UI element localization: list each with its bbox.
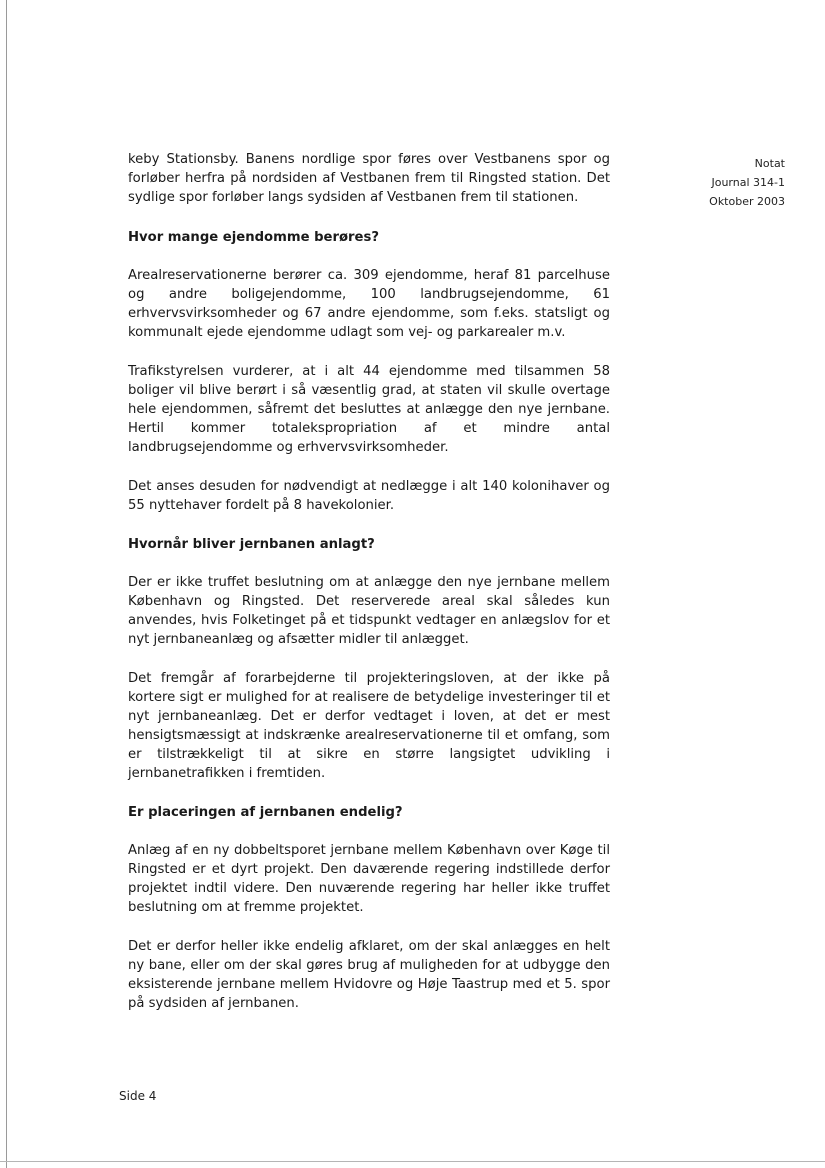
section-heading-construction-timing: Hvornår bliver jernbanen anlagt?	[128, 537, 375, 552]
document-body	[128, 150, 610, 1033]
scan-edge-left	[6, 0, 7, 1168]
paragraph-allotments: Det anses desuden for nødvendigt at nedlægge i alt 140 kolonihaver og 55 nyttehaver fordelt på 8 havekolonier.	[128, 479, 610, 513]
page-number: Side 4	[119, 1089, 157, 1103]
paragraph-expropriation: Trafikstyrelsen vurderer, at i alt 44 ejendomme med tilsammen 58 boliger vil blive berørt i så væsentlig grad, at staten vil skulle overtage hele ejendommen, såfremt det besluttes at anlægge den nye jernbane. Hertil kommer totalekspropriation af et mindre antal landbrugsejendomme og erhvervsvirksomheder.	[128, 364, 610, 455]
paragraph-no-decision: Der er ikke truffet beslutning om at anlægge den nye jernbane mellem København og Ringsted. Det reserverede areal skal således kun anvendes, hvis Folketinget på et tidspunkt vedtager en anlægslov for et nyt jernbaneanlæg og afsætter midler til anlægget.	[128, 575, 610, 647]
doc-type-label: Notat	[754, 157, 785, 170]
paragraph-alternatives: Det er derfor heller ikke endelig afklaret, om der skal anlægges en helt ny bane, eller om der skal gøres brug af muligheden for at udbygge den eksisterende jernbane mellem Hvidovre og Høje Taastrup med et 5. spor på sydsiden af jernbanen.	[128, 939, 610, 1011]
section-heading-final-placement: Er placeringen af jernbanen endelig?	[128, 805, 403, 820]
paragraph-properties-count: Arealreservationerne berører ca. 309 ejendomme, heraf 81 parcelhuse og andre boligejendomme, 100 landbrugsejendomme, 61 erhvervsvirksomheder og 67 andre ejendomme, som f.eks. statsligt og kommunalt ejede ejendomme udlagt som vej- og parkarealer m.v.	[128, 268, 610, 340]
paragraph-project-cost: Anlæg af en ny dobbeltsporet jernbane mellem København over Køge til Ringsted er et dyrt projekt. Den daværende regering indstillede derfor projektet indtil videre. Den nuværende regering har heller ikke truffet beslutning om at fremme projektet.	[128, 843, 610, 915]
paragraph-preparatory-work: Det fremgår af forarbejderne til projekteringsloven, at der ikke på kortere sigt er mulighed for at realisere de betydelige investeringer til et nyt jernbaneanlæg. Det er derfor vedtaget i loven, at det er mest hensigtsmæssigt at indskrænke arealreservationerne til et omfang, som er tilstrækkeligt til at sikre en større langsigtet udvikling i jernbanetrafikken i fremtiden.	[128, 671, 610, 781]
section-heading-affected-properties: Hvor mange ejendomme berøres?	[128, 230, 380, 245]
scan-edge-bottom	[0, 1161, 825, 1162]
document-meta	[645, 154, 785, 211]
intro-paragraph: keby Stationsby. Banens nordlige spor føres over Vestbanens spor og forløber herfra på nordsiden af Vestbanen frem til Ringsted station. Det sydlige spor forløber langs sydsiden af Vestbanen frem til stationen.	[128, 152, 610, 205]
journal-number: Journal 314-1	[711, 176, 785, 189]
document-date: Oktober 2003	[709, 195, 785, 208]
